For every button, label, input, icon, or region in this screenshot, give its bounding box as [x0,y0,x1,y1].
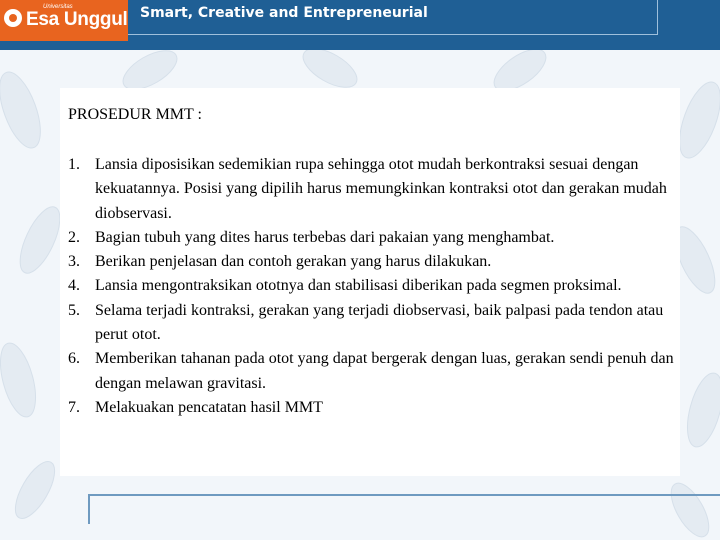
item-text: Bagian tubuh yang dites harus terbebas dari pakaian yang menghambat. [95,228,555,246]
logo-subtitle: Universitas [43,4,73,10]
header-bar [0,0,720,50]
item-number: 4. [68,277,80,295]
university-logo [0,0,128,41]
header-divider [128,34,658,35]
item-text: Memberikan tahanan pada otot yang dapat bergerak dengan luas, gerakan sendi penuh dan dengan melawan gravitasi. [95,350,674,392]
list-item [68,299,678,348]
list-item [68,226,678,250]
logo-text: Esa Unggul [26,9,128,30]
item-text: Melakuakan pencatatan hasil MMT [95,398,323,416]
list-item [68,153,678,226]
item-number: 6. [68,350,80,368]
list-item [68,250,678,274]
list-item [68,347,678,396]
tagline: Smart, Creative and Entrepreneurial [140,5,428,21]
procedure-list [68,153,678,420]
item-text: Selama terjadi kontraksi, gerakan yang terjadi diobservasi, baik palpasi pada tendon atau perut otot. [95,301,664,344]
logo-emblem-icon [4,9,22,27]
header-divider-vertical [657,0,658,35]
item-number: 5. [68,301,80,319]
list-item [68,396,678,420]
item-text: Lansia mengontraksikan ototnya dan stabilisasi diberikan pada segmen proksimal. [95,277,622,295]
footer-line [88,494,720,496]
item-text: Lansia diposisikan sedemikian rupa sehingga otot mudah berkontraksi sesuai dengan kekuatannya. Posisi yang dipilih harus memungkinkan kontraksi otot dan gerakan mudah diobservasi. [95,156,667,222]
list-item [68,274,678,298]
item-text: Berikan penjelasan dan contoh gerakan yang harus dilakukan. [95,253,492,271]
item-number: 2. [68,228,80,246]
item-number: 3. [68,253,80,271]
slide-heading: PROSEDUR MMT : [68,106,202,123]
item-number: 1. [68,156,80,173]
footer-line-vertical [88,494,90,524]
item-number: 7. [68,398,80,416]
